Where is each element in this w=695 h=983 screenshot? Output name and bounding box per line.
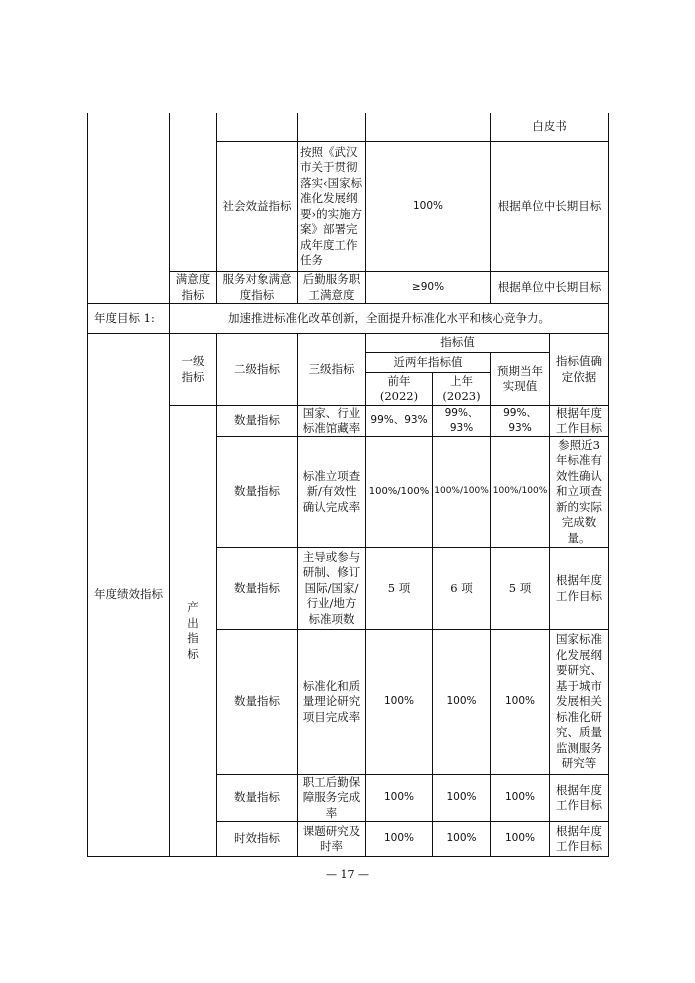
table-row-5-2023: 100% [446,832,477,845]
table-row-4-level2: 数量指标 [234,790,280,805]
table-row-1-2022: 100%/100% [368,486,430,498]
goal-label: 年度目标 1: [94,310,155,325]
satisfaction-level1: 满意度指标 [175,272,211,302]
table-row-4-expected: 100% [504,791,536,804]
table-row-2-expected: 5 项 [508,580,532,595]
table-row-0-expected: 99%、93% [503,406,537,434]
table-row-0-basis: 根据年度工作目标 [556,405,602,435]
header-last-year: 上年 (2023) [442,373,481,403]
table-row-1-level3: 标准立项查新/有效性确认完成率 [302,468,361,514]
table-row-4-level3: 职工后勤保障服务完成率 [302,774,361,820]
header-expected: 预期当年实现值 [497,363,543,393]
table-row-0-level2: 数量指标 [234,413,280,428]
table-row-0-level3: 国家、行业标准馆藏率 [302,405,361,435]
table-row-1-level2: 数量指标 [234,484,280,499]
table-row-2-2022: 5 项 [387,580,411,595]
table-row-1-basis: 参照近3年标准有效性确认和立项查新的实际完成数量。 [556,437,602,545]
table-row-2-level3: 主导或参与研制、修订国际/国家/行业/地方标准项数 [302,549,361,626]
table-row-2-2023: 6 项 [450,580,473,595]
table-row-3-basis: 国家标准化发展纲要研究、基于城市发展相关标准化研究、质量监测服务研究等 [556,632,602,771]
page-number: — 17 — [326,868,369,881]
table-row-4-basis: 根据年度工作目标 [556,782,602,812]
basis-whitepaper: 白皮书 [532,119,567,134]
table-row-5-expected: 100% [504,832,536,845]
table-row-1-expected: 100%/100% [492,486,548,497]
level1-output: 产出指标 [187,600,199,661]
table-row-2-level2: 数量指标 [234,580,280,595]
table-row-4-2023: 100% [446,791,477,804]
header-level3: 三级指标 [308,361,355,376]
table-row-3-2023: 100% [446,695,477,708]
social-level2: 社会效益指标 [222,198,292,213]
table-row-5-level3: 课题研究及时率 [302,823,361,853]
table-row-5-2022: 100% [383,832,415,845]
social-value: 100% [412,199,444,212]
table-row-4-2022: 100% [383,791,415,804]
table-row-3-level3: 标准化和质量理论研究项目完成率 [302,678,361,724]
header-basis: 指标值确定依据 [556,354,602,384]
table-row-3-2022: 100% [383,695,415,708]
table-row-3-expected: 100% [504,695,536,708]
social-basis: 根据单位中长期目标 [497,198,602,213]
satisfaction-level2: 服务对象满意度指标 [222,272,292,302]
table-row-5-basis: 根据年度工作目标 [556,823,602,853]
table-row-5-level2: 时效指标 [234,831,280,846]
perf-section-label: 年度绩效指标 [94,587,163,602]
header-level2: 二级指标 [234,361,280,376]
header-level1: 一级指标 [181,354,205,384]
table-row-2-basis: 根据年度工作目标 [556,573,602,603]
goal-text: 加速推进标准化改革创新，全面提升标准化水平和核心竞争力。 [228,310,550,325]
header-prev-year: 前年 (2022) [379,373,419,403]
table-row-3-level2: 数量指标 [234,694,280,709]
table-row-1-2023: 100%/100% [434,486,489,497]
satisfaction-value: ≥90% [411,280,445,293]
table-row-0-2022: 99%、93% [370,414,428,427]
satisfaction-basis: 根据单位中长期目标 [497,279,602,294]
header-recent-two: 近两年指标值 [393,354,463,369]
satisfaction-level3: 后勤服务职工满意度 [302,272,361,302]
table-row-0-2023: 99%、93% [444,406,479,434]
social-level3: 按照《武汉市关于贯彻落实‹国家标准化发展纲要›的实施方案》部署完成年度工作任务 [300,144,363,267]
header-value-group: 指标值 [440,335,475,350]
